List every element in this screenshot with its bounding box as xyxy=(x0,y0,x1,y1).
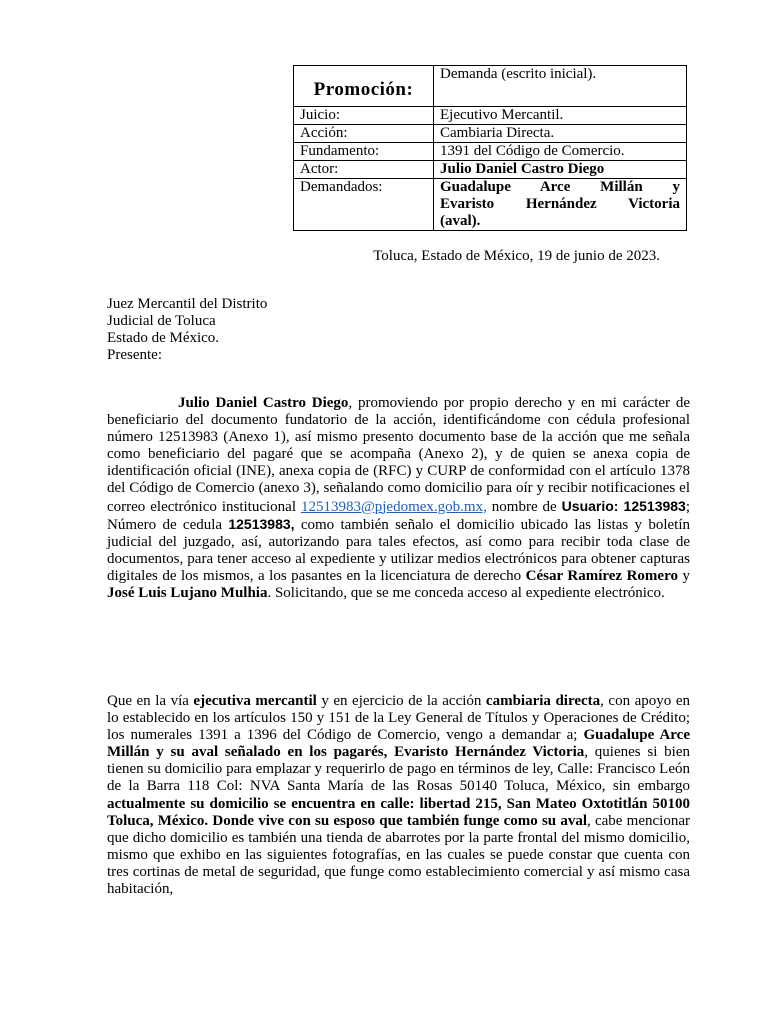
text-run: , promoviendo por propio derecho y en mi carácter de beneficiario del documento fundatorio de la acción, identificándome con cédula profesional número 12513983 (Anexo 1), así mismo presento documento base de la acción que me señala como beneficiario del pagaré que se acompaña (Anexo 2), y de quien se anexa copia de identificación oficial (INE), anexa copia de (RFC) y CURP de conformidad con el artículo 1378 del Código de Comercio (anexo 3), señalando como domicilio para oír y recibir notificaciones el correo electrónico institucional xyxy=(107,395,690,515)
fundamento-label: Fundamento: xyxy=(294,143,434,161)
usuario-label: Usuario: 12513983 xyxy=(561,497,686,514)
paragraph-demand xyxy=(107,693,690,898)
bold-run: cambiaria directa xyxy=(485,693,601,709)
text-run: y en ejercicio de la acción xyxy=(316,693,486,709)
table-row xyxy=(294,143,687,161)
demandados-label: Demandados: xyxy=(294,179,434,231)
demandados-line: Guadalupe Arce Millán y xyxy=(440,179,680,195)
addressee-line: Judicial de Toluca xyxy=(107,313,216,329)
current-address: actualmente su domicilio se encuentra en calle: libertad 215, San Mateo Oxtotitlán 50100 Toluca, México. Donde vive con su esposo que también funge como su aval xyxy=(107,795,690,829)
table-row xyxy=(294,161,687,179)
authorized-name-1: César Ramírez Romero xyxy=(525,567,678,584)
promocion-label: Promoción: xyxy=(294,66,434,107)
actor-value: Julio Daniel Castro Diego xyxy=(434,161,687,179)
addressee-line: Juez Mercantil del Distrito xyxy=(107,296,268,312)
text-run: como también señalo el domicilio ubicado las listas y boletín judicial del juzgado, así, autorizando para tales efectos, así como para recibir toda clase de documentos, para tener acceso al expediente y utilizar medios electrónicos para obtener capturas digitales de los mismos, a los pasantes en la licenciatura de derecho xyxy=(107,516,690,584)
addressee-line: Estado de México. xyxy=(107,330,220,346)
accion-value: Cambiaria Directa. xyxy=(434,125,687,143)
bold-run: ejecutiva mercantil xyxy=(193,693,317,709)
text-run: , quienes si bien tienen su domicilio para emplazar y requerirlo de pago en términos de ley, Calle: Francisco León de la Barra 118 Col: NVA Santa María de las Rosas 50140 Toluca, México, sin embargo xyxy=(107,744,690,795)
date-line: Toluca, Estado de México, 19 de junio de 2023. xyxy=(373,248,660,264)
text-run: , cabe mencionar que dicho domicilio es también una tienda de abarrotes por la parte frontal del mismo domicilio, mismo que exhibo en las siguientes fotografías, en las cuales se puede constar que cuenta con tres cortinas de metal de seguridad, que funge como establecimiento comercial y así mismo casa habitación, xyxy=(107,812,690,898)
paragraph-intro xyxy=(107,395,690,602)
promocion-value: Demanda (escrito inicial). xyxy=(434,66,687,107)
juicio-value: Ejecutivo Mercantil. xyxy=(434,107,687,125)
text-run: , con apoyo en lo establecido en los artículos 150 y 151 de la Ley General de Títulos y Operaciones de Crédito; los numerales 1391 a 1396 del Código de Comercio, vengo a demandar a; xyxy=(107,693,690,744)
table-row xyxy=(294,179,687,231)
authorized-name-2: José Luis Lujano Mulhia xyxy=(107,585,268,602)
cedula-number: 12513983, xyxy=(228,515,295,532)
text-run: . Solicitando, que se me conceda acceso al expediente electrónico. xyxy=(267,585,665,602)
case-info-table xyxy=(293,65,687,231)
demandados-line: (aval). xyxy=(440,213,481,229)
defendants-names: Guadalupe Arce Millán y su aval señalado en los pagarés, Evaristo Hernández Victoria xyxy=(107,727,690,761)
table-row xyxy=(294,107,687,125)
text-run: Que en la vía xyxy=(107,693,194,709)
addressee-line: Presente: xyxy=(107,347,162,363)
demandados-line: Evaristo Hernández Victoria xyxy=(440,196,680,212)
fundamento-value: 1391 del Código de Comercio. xyxy=(434,143,687,161)
accion-label: Acción: xyxy=(294,125,434,143)
actor-label: Actor: xyxy=(294,161,434,179)
addressee-block xyxy=(107,296,267,364)
table-row xyxy=(294,66,687,107)
text-run: y xyxy=(677,567,691,584)
text-run: ; Número de cedula xyxy=(107,498,691,533)
text-run: nombre de xyxy=(486,498,562,515)
juicio-label: Juicio: xyxy=(294,107,434,125)
demandados-value xyxy=(434,179,687,231)
table-row xyxy=(294,125,687,143)
email-link[interactable]: 12513983@pjedomex.gob.mx, xyxy=(300,498,487,515)
actor-name: Julio Daniel Castro Diego xyxy=(178,395,349,411)
